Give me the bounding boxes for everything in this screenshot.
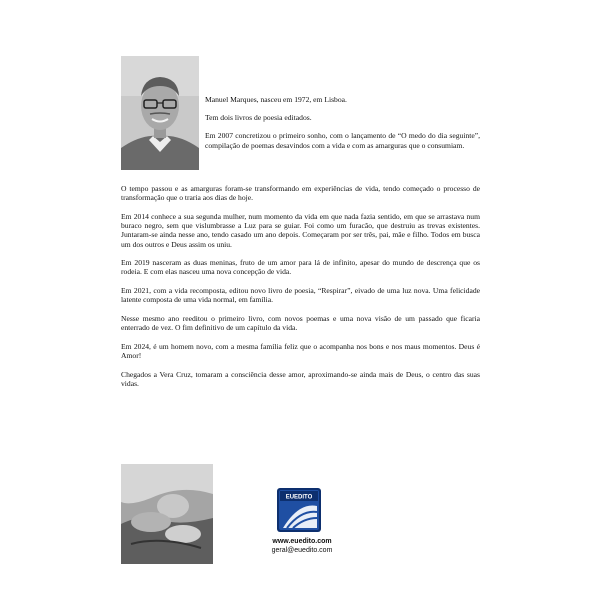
publisher-contact [262,537,342,555]
biography-text [121,184,480,398]
author-portrait-image [121,56,199,170]
intro-books: Tem dois livros de poesia editados. [205,113,312,123]
author-photo [121,56,199,170]
author-intro [205,95,480,159]
paragraph: Nesse mesmo ano reeditou o primeiro livro, com novos poemas e uma nova visão de um passado que ficaria enterrado de vez. O fim definitivo de um capítulo da vida. [121,314,480,333]
intro-first-book: Em 2007 concretizou o primeiro sonho, com o lançamento de “O medo do dia seguinte”, compilação de poemas desavindos com a vida e com as amarguras que o consumiam. [205,131,480,150]
paragraph: Em 2014 conhece a sua segunda mulher, num momento da vida em que nada fazia sentido, em que se arrastava num buraco negro, sem que vislumbrasse a Luz para se guiar. Foi como um furacão, que destruiu as trevas existentes. Juntaram-se ainda nesse ano, tendo casado um ano depois. Começaram por ser três, pai, mãe e filho. Todos em busca um dos outros e Deus assim os uniu. [121,211,480,249]
paragraph: Em 2021, com a vida recomposta, editou novo livro de poesia, “Respirar”, eivado de uma luz nova. Uma felicidade latente composta de uma vida normal, em família. [121,286,480,305]
intro-birth: Manuel Marques, nasceu em 1972, em Lisboa. [205,95,347,104]
paragraph: Em 2019 nasceram as duas meninas, fruto de um amor para lá de infinito, apesar do mundo de descrença que os rodeia. E com elas nasceu uma nova concepção de vida. [121,258,480,277]
publisher-logo [277,488,321,532]
paragraph: Chegados a Vera Cruz, tomaram a consciência desse amor, aproximando-se ainda mais de Deus, o centro das suas vidas. [121,369,480,389]
paragraph: O tempo passou e as amarguras foram-se transformando em experiências de vida, tendo começado o processo de transformação que o traria aos dias de hoje. [121,184,480,203]
publisher-website: www.euedito.com [272,538,332,545]
hands-image [121,464,213,564]
hands-photo [121,464,213,564]
logo-text: EUEDITO [285,494,313,501]
euedito-logo-icon [277,488,321,532]
publisher-email: geral@euedito.com [271,547,333,554]
paragraph: Em 2024, é um homem novo, com a mesma família feliz que o acompanha nos bons e nos maus momentos. Deus é Amor! [121,341,480,361]
